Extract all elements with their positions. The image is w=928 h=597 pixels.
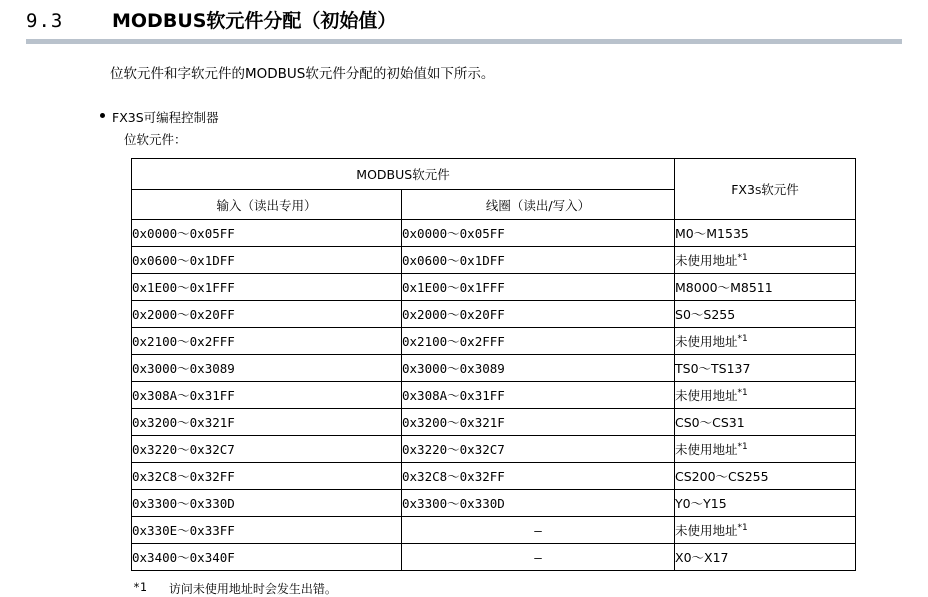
cell-footnote-mark: *1 <box>737 522 748 533</box>
header-fx3s-tail: 软元件 <box>761 182 799 197</box>
table-row <box>132 409 856 436</box>
cell-device: X0～X17 <box>675 544 856 571</box>
cell-device: M8000～M8511 <box>675 274 856 301</box>
table-row <box>132 220 856 247</box>
cell-coil-range: 0x3200～0x321F <box>402 409 675 436</box>
table-row <box>132 436 856 463</box>
footnote <box>133 580 928 597</box>
intro-paragraph: 位软元件和字软元件的MODBUS软元件分配的初始值如下所示。 <box>110 66 495 82</box>
cell-coil-range: – <box>402 544 675 571</box>
header-fx3s-main: FX3 <box>731 182 755 197</box>
cell-input-range: 0x330E～0x33FF <box>132 517 402 544</box>
cell-coil-range: 0x3220～0x32C7 <box>402 436 675 463</box>
footnote-mark: *1 <box>133 580 147 594</box>
cell-coil-range: 0x0000～0x05FF <box>402 220 675 247</box>
cell-input-range: 0x32C8～0x32FF <box>132 463 402 490</box>
section-heading <box>0 0 928 33</box>
cell-input-range: 0x0600～0x1DFF <box>132 247 402 274</box>
cell-device: CS200～CS255 <box>675 463 856 490</box>
table-row <box>132 274 856 301</box>
cell-input-range: 0x2100～0x2FFF <box>132 328 402 355</box>
cell-device: M0～M1535 <box>675 220 856 247</box>
table-row <box>132 355 856 382</box>
table-row <box>132 490 856 517</box>
table-row <box>132 463 856 490</box>
table-row <box>132 301 856 328</box>
cell-device: CS0～CS31 <box>675 409 856 436</box>
table-header-group-row <box>132 159 856 190</box>
cell-input-range: 0x3200～0x321F <box>132 409 402 436</box>
table-row <box>132 544 856 571</box>
cell-coil-range: 0x0600～0x1DFF <box>402 247 675 274</box>
cell-coil-range: 0x3000～0x3089 <box>402 355 675 382</box>
heading-divider <box>26 39 902 44</box>
table-row <box>132 382 856 409</box>
table-row <box>132 517 856 544</box>
cell-input-range: 0x1E00～0x1FFF <box>132 274 402 301</box>
cell-input-range: 0x3400～0x340F <box>132 544 402 571</box>
cell-footnote-mark: *1 <box>737 441 748 452</box>
cell-coil-range: 0x32C8～0x32FF <box>402 463 675 490</box>
bullet-line-product: FX3S可编程控制器 <box>112 110 219 125</box>
bullet-dot-icon <box>100 113 105 118</box>
header-coil-readwrite: 线圈（读出/写入） <box>402 190 675 220</box>
cell-coil-range: 0x1E00～0x1FFF <box>402 274 675 301</box>
cell-input-range: 0x3000～0x3089 <box>132 355 402 382</box>
cell-footnote-mark: *1 <box>737 387 748 398</box>
bullet-block <box>112 108 928 148</box>
cell-input-range: 0x3220～0x32C7 <box>132 436 402 463</box>
cell-device: Y0～Y15 <box>675 490 856 517</box>
cell-input-range: 0x0000～0x05FF <box>132 220 402 247</box>
cell-device: TS0～TS137 <box>675 355 856 382</box>
cell-coil-range: 0x2100～0x2FFF <box>402 328 675 355</box>
cell-input-range: 0x308A～0x31FF <box>132 382 402 409</box>
cell-input-range: 0x3300～0x330D <box>132 490 402 517</box>
cell-device: S0～S255 <box>675 301 856 328</box>
cell-input-range: 0x2000～0x20FF <box>132 301 402 328</box>
table-row <box>132 328 856 355</box>
bullet-line-subtitle: 位软元件： <box>124 132 187 147</box>
cell-coil-range: – <box>402 517 675 544</box>
header-modbus-group: MODBUS软元件 <box>132 159 675 190</box>
cell-coil-range: 0x3300～0x330D <box>402 490 675 517</box>
cell-device: 未使用地址$^{*1}$ <box>675 328 856 355</box>
section-title: MODBUS软元件分配（初始值） <box>112 10 397 32</box>
modbus-assignment-table <box>131 158 856 571</box>
cell-device: 未使用地址$^{*1}$ <box>675 382 856 409</box>
cell-device: 未使用地址$^{*1}$ <box>675 247 856 274</box>
cell-coil-range: 0x2000～0x20FF <box>402 301 675 328</box>
cell-device: 未使用地址$^{*1}$ <box>675 436 856 463</box>
header-input-readonly: 输入（读出专用） <box>132 190 402 220</box>
table-row <box>132 247 856 274</box>
table-body <box>132 220 856 571</box>
cell-footnote-mark: *1 <box>737 252 748 263</box>
header-fx3s-sub: S <box>754 186 762 197</box>
cell-coil-range: 0x308A～0x31FF <box>402 382 675 409</box>
footnote-text: 访问未使用地址时会发生出错。 <box>168 582 337 596</box>
section-number: 9.3 <box>26 10 64 32</box>
cell-device: 未使用地址$^{*1}$ <box>675 517 856 544</box>
cell-footnote-mark: *1 <box>737 333 748 344</box>
header-fx3s-device <box>675 159 856 220</box>
